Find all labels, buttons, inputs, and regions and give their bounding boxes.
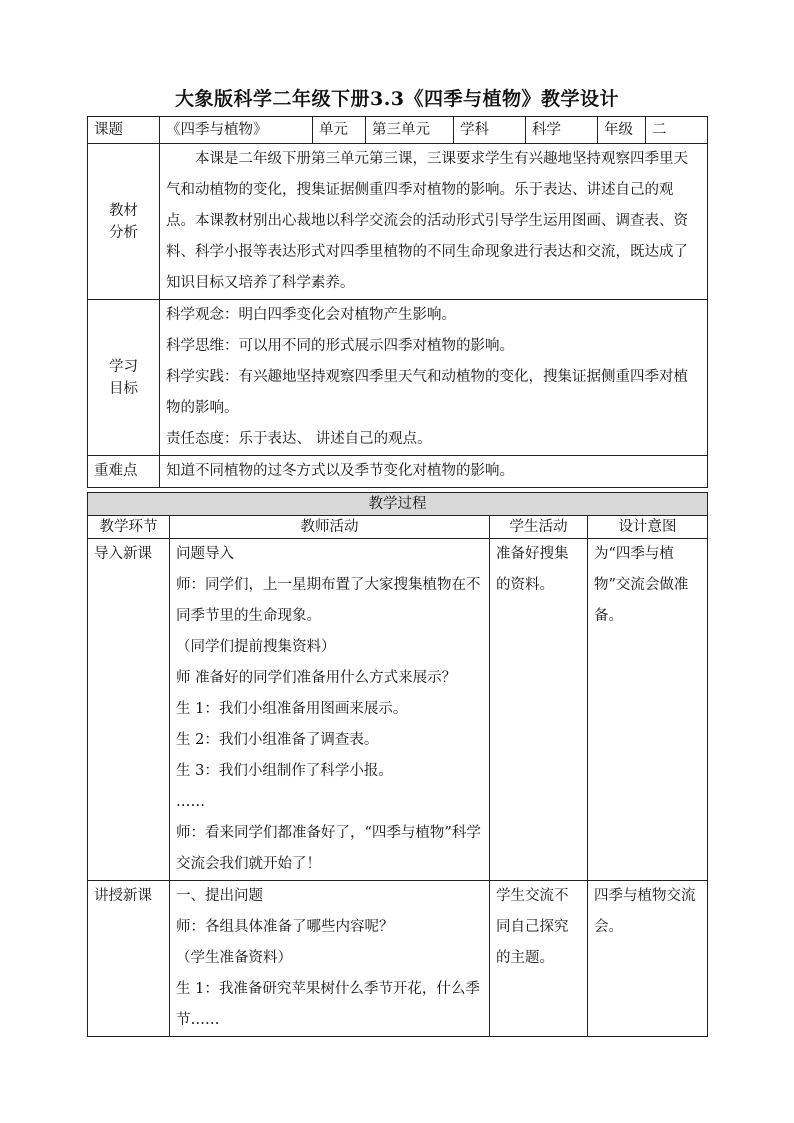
topic-value: 《四季与植物》 bbox=[160, 117, 313, 144]
student-activity-cell: 准备好搜集的资料。 bbox=[490, 539, 588, 881]
teacher-line: 问题导入 bbox=[176, 546, 234, 562]
key-points-row bbox=[88, 456, 708, 488]
topic-label: 课题 bbox=[88, 117, 160, 144]
column-student: 学生活动 bbox=[490, 516, 588, 539]
unit-value: 第三单元 bbox=[366, 117, 454, 144]
goal-item: 科学观念：明白四季变化会对植物产生影响。 bbox=[166, 307, 456, 323]
goal-item: 责任态度：乐于表达、 讲述自己的观点。 bbox=[166, 431, 432, 447]
grade-value: 二 bbox=[646, 117, 708, 144]
analysis-row bbox=[88, 144, 708, 300]
teacher-line: 师：同学们，上一星期布置了大家搜集植物在不同季节里的生命现象。 bbox=[176, 577, 481, 624]
goal-item: 科学实践：有兴趣地坚持观察四季里天气和动植物的变化，搜集证据侧重四季对植物的影响。 bbox=[166, 369, 688, 416]
teacher-line: …… bbox=[176, 794, 205, 810]
unit-label: 单元 bbox=[313, 117, 366, 144]
column-teacher: 教师活动 bbox=[170, 516, 490, 539]
goals-label-line2: 目标 bbox=[109, 380, 138, 397]
goals-row bbox=[88, 300, 708, 456]
design-intent-cell: 四季与植物交流会。 bbox=[588, 881, 708, 1037]
stage-cell: 导入新课 bbox=[88, 539, 170, 881]
teacher-line: （学生准备资料） bbox=[176, 950, 292, 966]
design-intent-cell: 为“四季与植物”交流会做准备。 bbox=[588, 539, 708, 881]
teacher-activity-cell bbox=[170, 539, 490, 881]
grade-label: 年级 bbox=[598, 117, 646, 144]
goals-label bbox=[88, 300, 160, 456]
analysis-label-line1: 教材 bbox=[109, 202, 138, 219]
teacher-line: 师 准备好的同学们准备用什么方式来展示？ bbox=[176, 670, 457, 686]
subject-value: 科学 bbox=[526, 117, 598, 144]
info-row bbox=[88, 117, 708, 144]
lesson-info-table bbox=[87, 116, 708, 488]
key-points-label: 重难点 bbox=[88, 456, 160, 488]
process-row-lecture bbox=[88, 881, 708, 1037]
teacher-line: 生 3：我们小组制作了科学小报。 bbox=[176, 763, 393, 779]
document-title: 大象版科学二年级下册3.3《四季与植物》教学设计 bbox=[174, 88, 620, 110]
analysis-text: 本课是二年级下册第三单元第三课，三课要求学生有兴趣地坚持观察四季里天气和动植物的变化，搜集证据侧重四季对植物的影响。乐于表达、讲述自己的观点。本课教材别出心裁地以科学交流会的活动形式引导学生运用图画、调查表、资料、科学小报等表达形式对四季里植物的不同生命现象进行表达和交流，既达成了知识目标又培养了科学素养。 bbox=[166, 151, 688, 291]
process-columns-row bbox=[88, 516, 708, 539]
process-row-intro bbox=[88, 539, 708, 881]
teacher-line: 一、提出问题 bbox=[176, 888, 263, 904]
student-activity-cell: 学生交流不同自己探究的主题。 bbox=[490, 881, 588, 1037]
goals-label-line1: 学习 bbox=[109, 358, 138, 375]
key-points-text: 知道不同植物的过冬方式以及季节变化对植物的影响。 bbox=[160, 456, 708, 488]
goal-item: 科学思维：可以用不同的形式展示四季对植物的影响。 bbox=[166, 338, 514, 354]
teacher-line: 生 1：我们小组准备用图画来展示。 bbox=[176, 701, 408, 717]
analysis-label-line2: 分析 bbox=[109, 224, 138, 241]
goals-text-cell bbox=[160, 300, 708, 456]
subject-label: 学科 bbox=[454, 117, 526, 144]
teacher-line: （同学们提前搜集资料） bbox=[176, 639, 336, 655]
analysis-text-cell bbox=[160, 144, 708, 300]
teacher-line: 师：各组具体准备了哪些内容呢？ bbox=[176, 919, 394, 935]
stage-cell: 讲授新课 bbox=[88, 881, 170, 1037]
process-table bbox=[87, 492, 708, 1037]
column-stage: 教学环节 bbox=[88, 516, 170, 539]
teacher-line: 生 2：我们小组准备了调查表。 bbox=[176, 732, 379, 748]
analysis-label bbox=[88, 144, 160, 300]
teacher-line: 生 1：我准备研究苹果树什么季节开花，什么季节…… bbox=[176, 981, 480, 1028]
teacher-line: 师：看来同学们都准备好了，“四季与植物”科学交流会我们就开始了！ bbox=[176, 825, 481, 872]
process-header-row bbox=[88, 493, 708, 516]
column-intent: 设计意图 bbox=[588, 516, 708, 539]
process-header: 教学过程 bbox=[88, 493, 708, 516]
teacher-activity-cell bbox=[170, 881, 490, 1037]
